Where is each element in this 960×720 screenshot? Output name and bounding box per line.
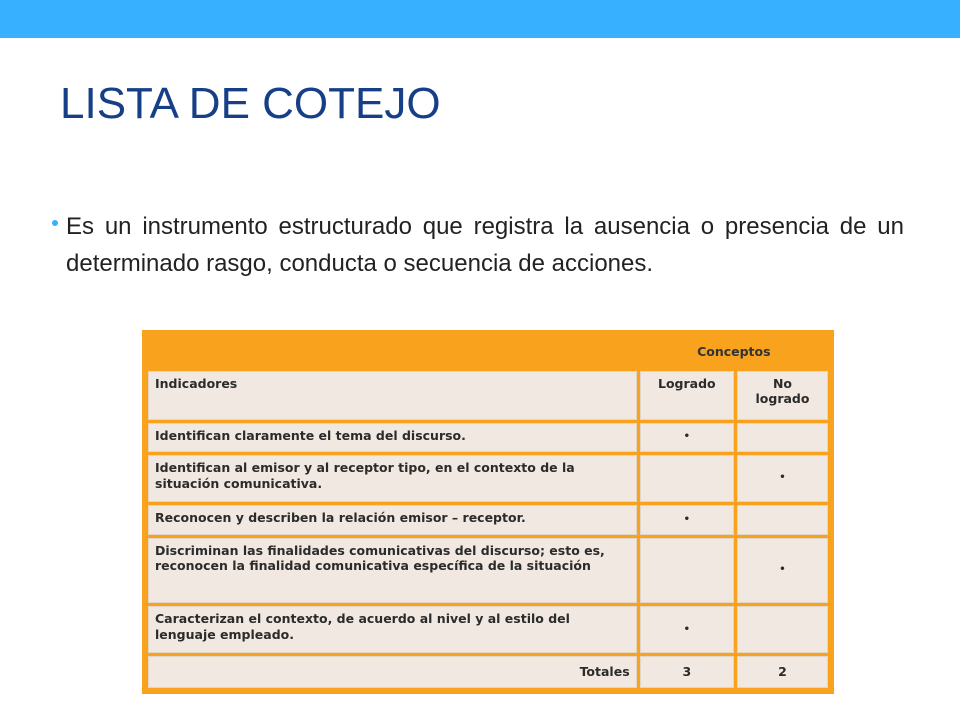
achieved-mark — [640, 455, 734, 502]
not-achieved-mark: • — [737, 455, 828, 502]
bullet-dot-icon — [52, 220, 58, 226]
slide-title: LISTA DE COTEJO — [60, 79, 441, 128]
indicator-cell: Discriminan las finalidades comunicativas del discurso; esto es, reconocen la finalidad comunicativa específica de la situación — [148, 538, 637, 604]
not-achieved-mark: • — [737, 538, 828, 604]
not-achieved-mark — [737, 606, 828, 653]
not-achieved-mark — [737, 423, 828, 453]
indicator-cell: Identifican claramente el tema del discurso. — [148, 423, 637, 453]
bullet-item — [52, 208, 904, 282]
indicator-cell: Caracterizan el contexto, de acuerdo al nivel y al estilo del lenguaje empleado. — [148, 606, 637, 653]
achieved-mark: • — [640, 423, 734, 453]
checklist-table — [145, 333, 831, 691]
totals-label: Totales — [148, 656, 637, 688]
header-blank-cell — [148, 336, 637, 368]
concepts-header: Conceptos — [640, 336, 828, 368]
total-achieved: 3 — [640, 656, 734, 688]
table-row — [148, 606, 828, 653]
table-row — [148, 423, 828, 453]
total-not-achieved: 2 — [737, 656, 828, 688]
table-subheader-row — [148, 371, 828, 420]
achieved-mark: • — [640, 606, 734, 653]
not-achieved-mark — [737, 505, 828, 535]
indicator-cell: Identifican al emisor y al receptor tipo, en el contexto de la situación comunicativa. — [148, 455, 637, 502]
achieved-mark: • — [640, 505, 734, 535]
indicators-header: Indicadores — [148, 371, 637, 420]
top-accent-bar — [0, 0, 960, 38]
table-row — [148, 505, 828, 535]
indicator-cell: Reconocen y describen la relación emisor – receptor. — [148, 505, 637, 535]
not-achieved-header: No logrado — [737, 371, 828, 420]
bullet-text: Es un instrumento estructurado que registra la ausencia o presencia de un determinado rasgo, conducta o secuencia de acciones. — [66, 213, 904, 277]
achieved-mark — [640, 538, 734, 604]
table-row — [148, 455, 828, 502]
achieved-header: Logrado — [640, 371, 734, 420]
totals-row — [148, 656, 828, 688]
table-header-row — [148, 336, 828, 368]
table-row — [148, 538, 828, 604]
checklist-table-image — [142, 330, 834, 694]
